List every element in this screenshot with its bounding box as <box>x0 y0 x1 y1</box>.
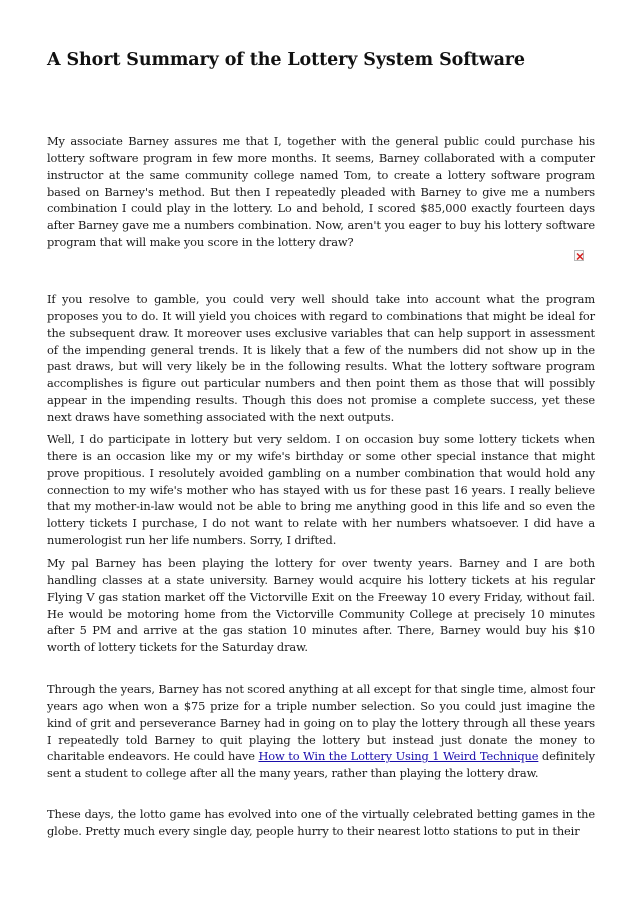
paragraph-6: These days, the lotto game has evolved into one of the virtually celebrated betting games in the globe. Pretty much every single day, people hurry to their nearest lotto stations to put in their <box>47 807 595 838</box>
paragraph-2: If you resolve to gamble, you could very well should take into account what the program proposes you to do. It will yield you choices with regard to combinations that might be ideal for the subsequent draw. It moreover uses exclusive variables that can help support in assessment of the impending general trends. It is likely that a few of the numbers did not show up in the past draws, but will very likely be in the following results. What the lottery software program accomplishes is figure out particular numbers and then point them as those that will possibly appear in the impending results. Though this does not promise a complete success, yet these next draws have something associated with the next outputs. <box>47 292 595 424</box>
paragraph-5 <box>47 681 595 782</box>
weird-technique-link[interactable]: How to Win the Lottery Using 1 Weird Technique <box>258 749 539 764</box>
broken-image-icon-glyph <box>576 252 584 261</box>
paragraph-5-text-start: Through the years, Barney has not scored anything at all except for that single time, almost four years ago when won a $75 prize for a triple number selection. So you could just imagine the kind of grit and perseverance Barney had in going on to play the lottery through all these years I repeatedly told Barney to quit playing the lottery but instead just donate the money to charitable endeavors. He could have <box>47 682 595 764</box>
page-title: A Short Summary of the Lottery System Software <box>47 50 525 70</box>
paragraph-5-text-end: definitely sent a student to college after all the many years, rather than playing the lottery draw. <box>47 749 596 781</box>
broken-image-icon <box>574 250 584 261</box>
paragraph-4: My pal Barney has been playing the lottery for over twenty years. Barney and I are both handling classes at a state university. Barney would acquire his lottery tickets at his regular Flying V gas station market off the Victorville Exit on the Freeway 10 every Friday, without fail. He would be motoring home from the Victorville Community College at precisely 10 minutes after 5 PM and arrive at the gas station 10 minutes after. There, Barney would buy his $10 worth of lottery tickets for the Saturday draw. <box>47 556 595 655</box>
paragraph-3: Well, I do participate in lottery but very seldom. I on occasion buy some lottery tickets when there is an occasion like my or my wife's birthday or some other special instance that might prove propitious. I resolutely avoided gambling on a number combination that would hold any connection to my wife's mother who has stayed with us for these past 16 years. I really believe that my mother-in-law would not be able to bring me anything good in this life and so even the lottery tickets I purchase, I do not want to relate with her numbers whatsoever. I did have a numerologist run her life numbers. Sorry, I drifted. <box>47 432 595 548</box>
paragraph-1: My associate Barney assures me that I, together with the general public could purchase his lottery software program in few more months. It seems, Barney collaborated with a computer instructor at the same community college named Tom, to create a lottery software program based on Barney's method. But then I repeatedly pleaded with Barney to give me a numbers combination I could play in the lottery. Lo and behold, I scored $85,000 exactly fourteen days after Barney gave me a numbers combination. Now, aren't you eager to buy his lottery software program that will make you score in the lottery draw? <box>47 134 595 250</box>
